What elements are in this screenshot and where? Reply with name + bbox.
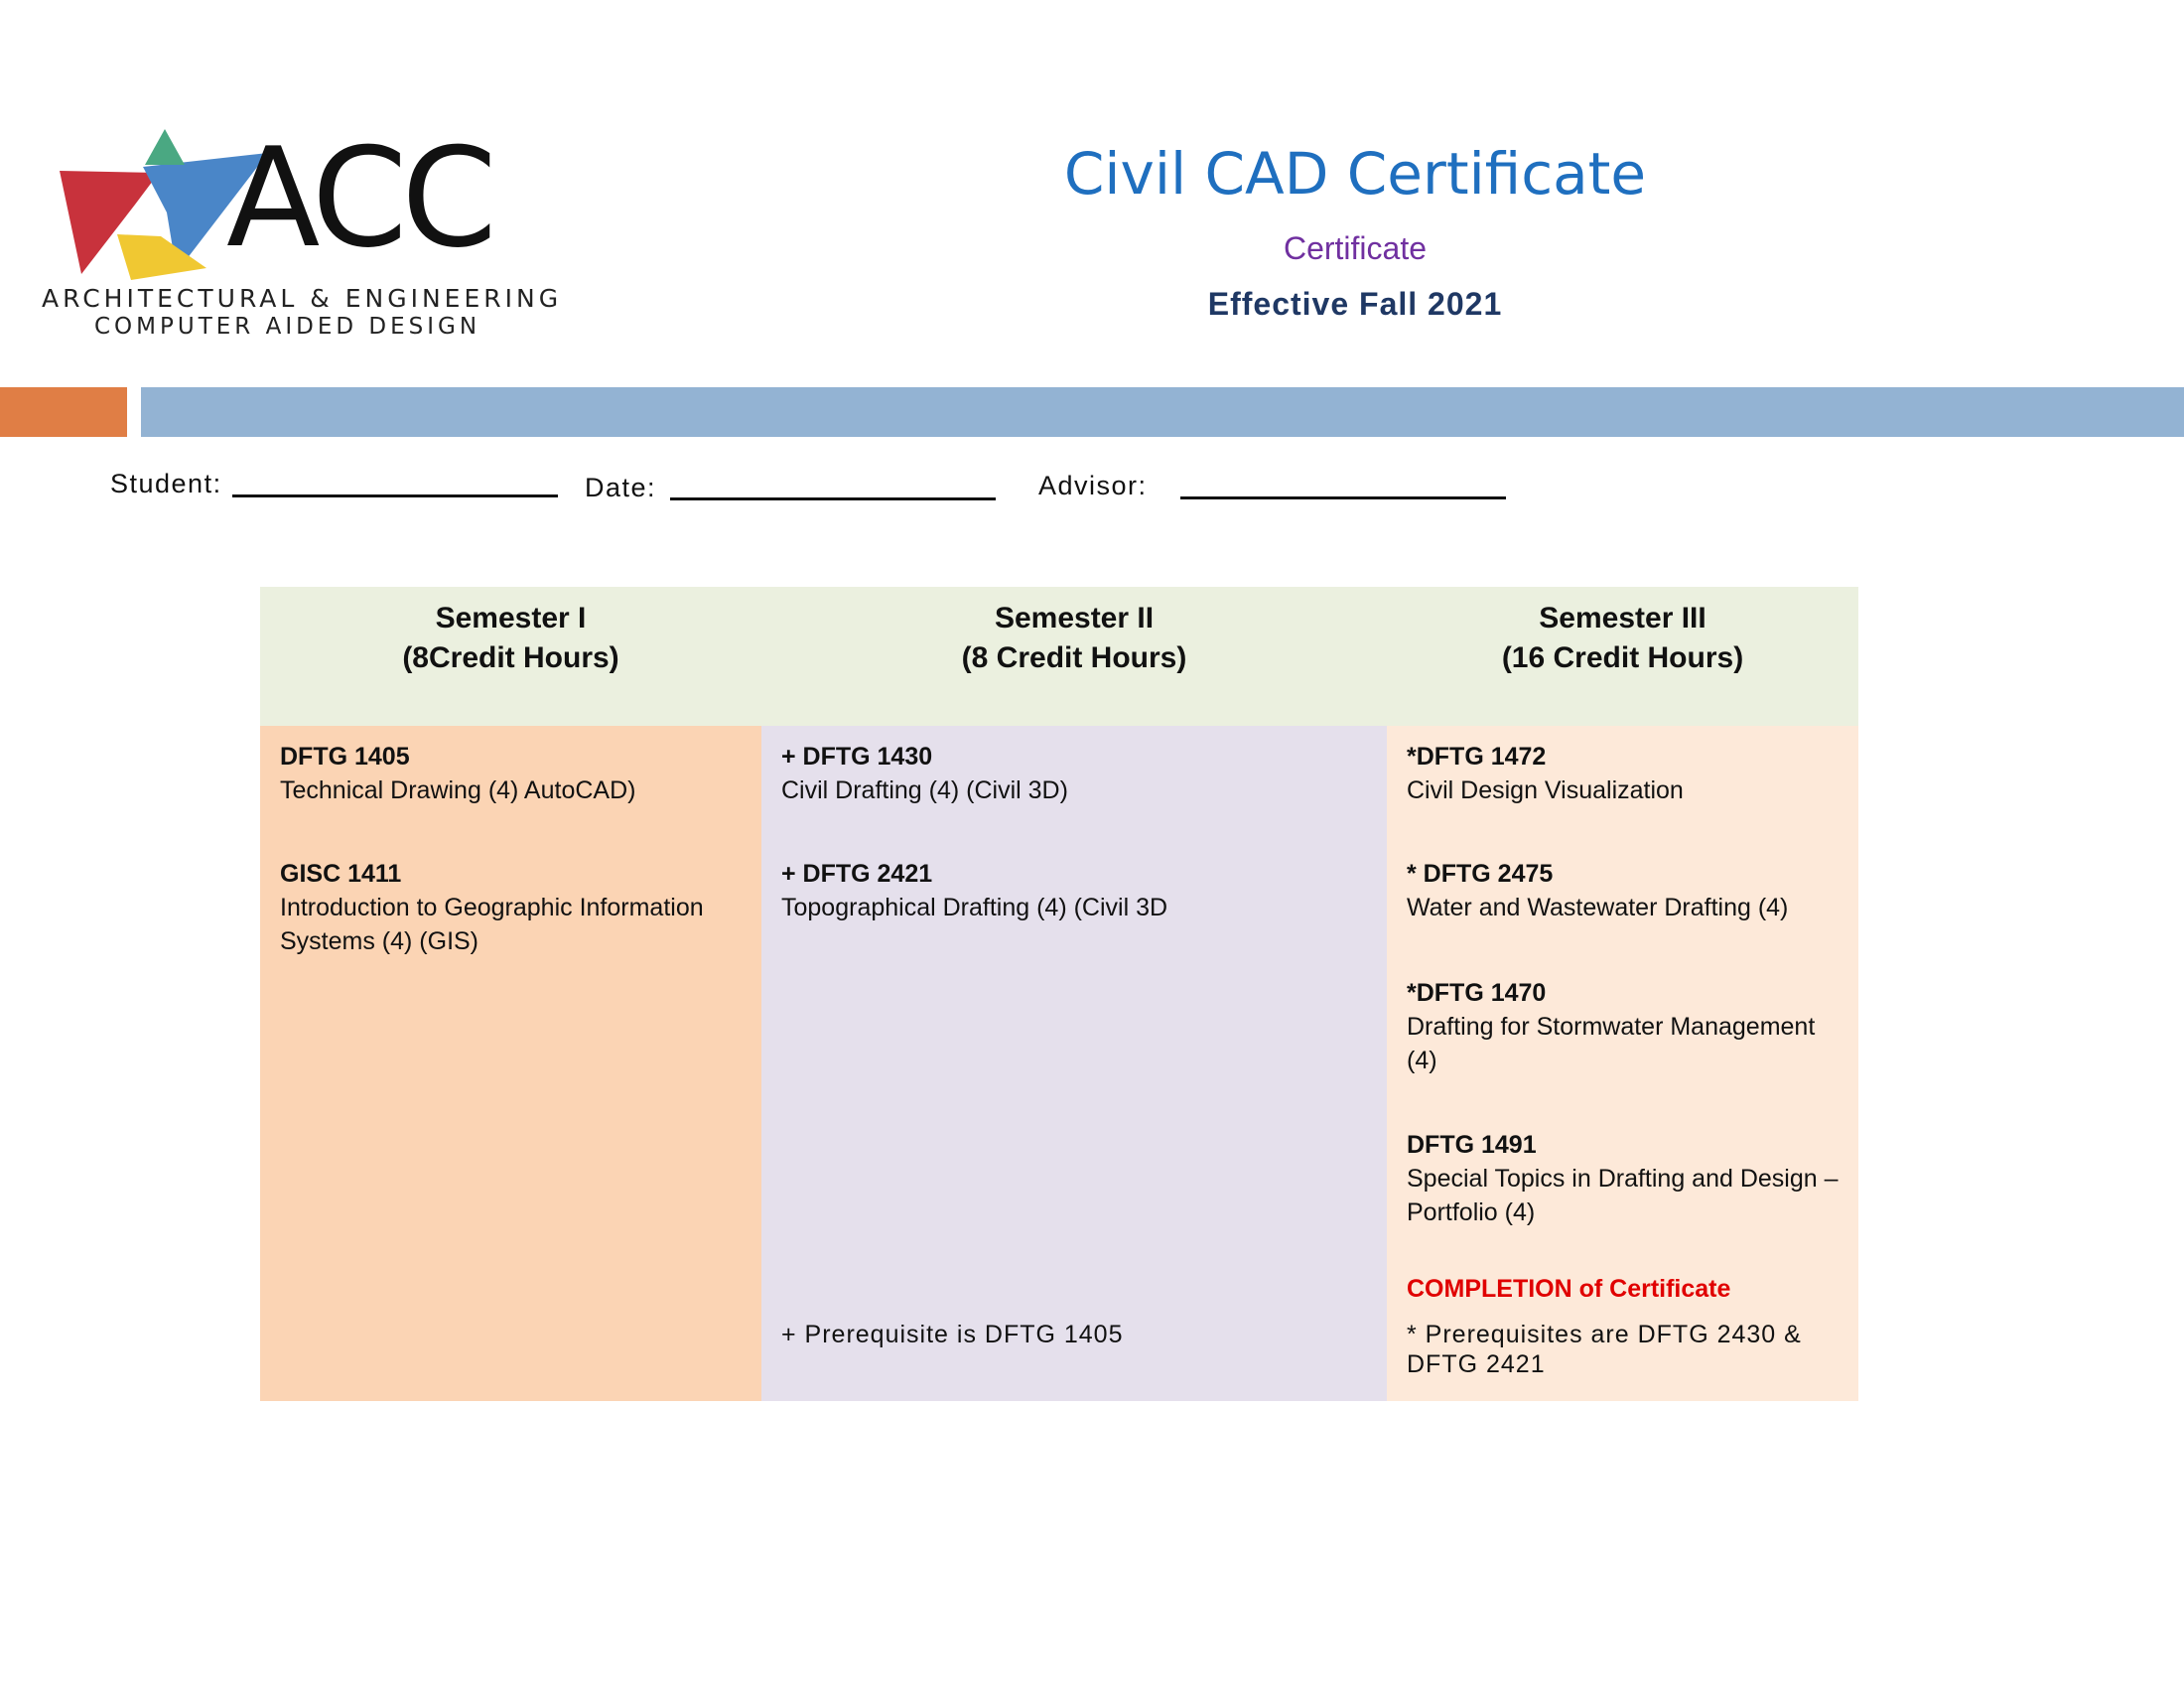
course-code: DFTG 1405	[280, 743, 410, 771]
date-field[interactable]	[670, 497, 996, 500]
prerequisite-note: + Prerequisite is DFTG 1405	[781, 1321, 1124, 1348]
course-name: Technical Drawing (4) AutoCAD)	[280, 776, 636, 804]
title-block	[943, 139, 1767, 324]
advisor-field[interactable]	[1180, 496, 1506, 499]
logo-tagline-1: ARCHITECTURAL & ENGINEERING	[42, 284, 563, 313]
semester-3-column	[1387, 726, 1858, 1401]
logo-tagline-2: COMPUTER AIDED DESIGN	[94, 314, 481, 340]
course-code: + DFTG 1430	[781, 743, 933, 771]
banner-bar-blue	[141, 387, 2184, 437]
star-green-shard	[145, 129, 185, 165]
semester-3-header	[1387, 599, 1858, 678]
semester-2-title: Semester II	[994, 602, 1155, 634]
semester-1-title: Semester I	[435, 602, 587, 634]
semester-1-header	[260, 599, 761, 678]
date-label: Date:	[585, 473, 657, 502]
semester-3-title: Semester III	[1539, 602, 1706, 634]
course-name: Special Topics in Drafting and Design – Portfolio (4)	[1407, 1165, 1839, 1226]
course-code: DFTG 1491	[1407, 1131, 1537, 1159]
course-item	[280, 857, 748, 958]
course-item	[1407, 976, 1844, 1077]
course-name: Civil Drafting (4) (Civil 3D)	[781, 776, 1068, 804]
course-name: Civil Design Visualization	[1407, 776, 1684, 804]
semester-2-hours: (8 Credit Hours)	[961, 641, 1187, 674]
course-name: Water and Wastewater Drafting (4)	[1407, 894, 1789, 921]
course-code: GISC 1411	[280, 860, 402, 888]
banner-accent-orange	[0, 387, 127, 437]
semester-table	[260, 587, 1858, 1401]
semester-2-column	[761, 726, 1387, 1401]
page-title: Civil CAD Certificate	[1063, 140, 1647, 208]
student-field[interactable]	[232, 494, 558, 497]
semester-1-column	[260, 726, 761, 1401]
course-code: *DFTG 1472	[1407, 743, 1547, 771]
semester-3-hours: (16 Credit Hours)	[1501, 641, 1744, 674]
acc-logo	[40, 109, 563, 348]
course-code: * DFTG 2475	[1407, 860, 1554, 888]
course-item	[280, 740, 748, 807]
course-name: Drafting for Stormwater Management (4)	[1407, 1013, 1816, 1074]
table-header-row	[260, 587, 1858, 726]
semester-1-hours: (8Credit Hours)	[402, 641, 619, 674]
course-item	[1407, 857, 1844, 924]
semester-2-header	[761, 599, 1387, 678]
effective-date: Effective Fall 2021	[1207, 286, 1503, 322]
logo-wordmark: ACC	[226, 118, 491, 278]
course-item	[1407, 1128, 1844, 1229]
prerequisite-note: * Prerequisites are DFTG 2430 & DFTG 2421	[1407, 1321, 1802, 1378]
completion-label: COMPLETION of Certificate	[1407, 1275, 1731, 1303]
course-name: Introduction to Geographic Information Systems (4) (GIS)	[280, 894, 704, 955]
page-subtitle: Certificate	[1283, 230, 1428, 266]
student-label: Student:	[110, 469, 222, 498]
course-item	[781, 740, 1373, 807]
course-code: *DFTG 1470	[1407, 979, 1547, 1007]
course-code: + DFTG 2421	[781, 860, 933, 888]
course-name: Topographical Drafting (4) (Civil 3D	[781, 894, 1168, 921]
advisor-label: Advisor:	[1038, 471, 1148, 500]
course-item	[781, 857, 1373, 924]
course-item	[1407, 740, 1844, 807]
